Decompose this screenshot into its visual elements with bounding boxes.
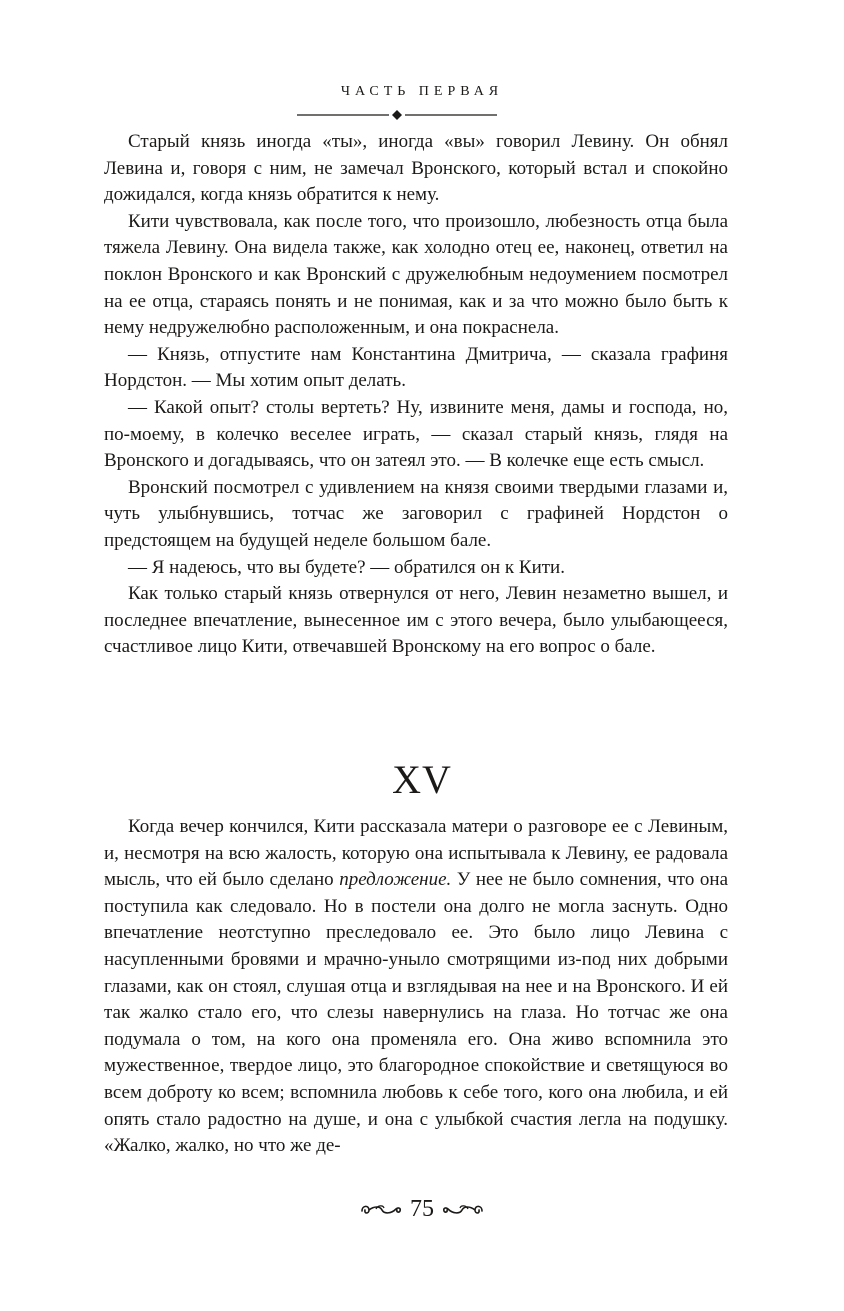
paragraph: Кити чувствовала, как после того, что произошло, любезность отца была тяжела Левину. Она видела также, как холодно отец ее, наконец, ответил на поклон Вронского и как Вронский с дружелюбным недоумением посмотрел на ее отца, стараясь понять и не понимая, как и за что можно было быть к нему недружелюбно расположенным, и она покраснела. xyxy=(104,210,728,339)
text-block-before-chapter xyxy=(104,129,728,661)
page-footer xyxy=(0,1196,844,1223)
chapter-text-part-1: Когда вечер кончился, Кити рассказала матери о разговоре ее с Левиным, и, несмотря на всю жалость, которую она испытывала к Левину, ее радовала мысль, что ей было сделано xyxy=(104,816,728,891)
paragraph: Как только старый князь отвернулся от него, Левин незаметно вышел, и последнее впечатление, вынесенное им с этого вечера, было улыбающееся, счастливое лицо Кити, отвечавшей Вронскому на его вопрос о бале. xyxy=(104,583,728,658)
paragraph: Вронский посмотрел с удивлением на князя своими твердыми глазами и, чуть улыбнувшись, тотчас же заговорил с графиней Нордстон о предстоящем на будущей неделе большом бале. xyxy=(104,476,728,551)
chapter-heading: XV xyxy=(392,757,452,802)
header-rule-ornament xyxy=(297,108,497,122)
text-block-chapter xyxy=(104,814,728,1160)
paragraph: Старый князь иногда «ты», иногда «вы» говорил Левину. Он обнял Левина и, говоря с ним, не замечал Вронского, который встал и спокойно дожидался, когда князь обратится к нему. xyxy=(104,131,728,206)
page-number: 75 xyxy=(410,1196,434,1222)
paragraph: — Какой опыт? столы вертеть? Ну, извините меня, дамы и господа, но, по-моему, в колечко веселее играть, — сказал старый князь, глядя на Вронского и догадываясь, что он затеял это. — В колечке еще есть смысл. xyxy=(104,396,728,472)
chapter-text-italic: предложение. xyxy=(339,869,452,891)
chapter-paragraph xyxy=(104,814,728,1160)
left-flourish-icon xyxy=(358,1200,404,1220)
paragraph: — Я надеюсь, что вы будете? — обратился он к Кити. xyxy=(128,556,565,578)
paragraph: — Князь, отпустите нам Константина Дмитрича, — сказала графиня Нордстон. — Мы хотим опыт делать. xyxy=(104,343,728,392)
right-flourish-icon xyxy=(440,1200,486,1220)
chapter-text-part-2: У нее не было сомнения, что она поступила как следовало. Но в постели она долго не могла заснуть. Одно впечатление неотступно преследовало ее. Это было лицо Левина с насупленными бровями и мрачно-уныло смотрящими из-под них добрыми глазами, как он стоял, слушая отца и взглядывая на нее и на Вронского. И ей так жалко стало его, что слезы навернулись на глаза. Но тотчас же она подумала о том, на кого она променяла его. Она живо вспомнила это мужественное, твердое лицо, это благородное спокойствие и светящуюся во всем доброту ко всем; вспомнила любовь к себе того, кого она любила, и ей опять стало радостно на душе, и она с улыбкой счастия легла на подушку. «Жалко, жалко, но что же де- xyxy=(104,869,729,1157)
running-head: ЧАСТЬ ПЕРВАЯ xyxy=(340,84,504,99)
